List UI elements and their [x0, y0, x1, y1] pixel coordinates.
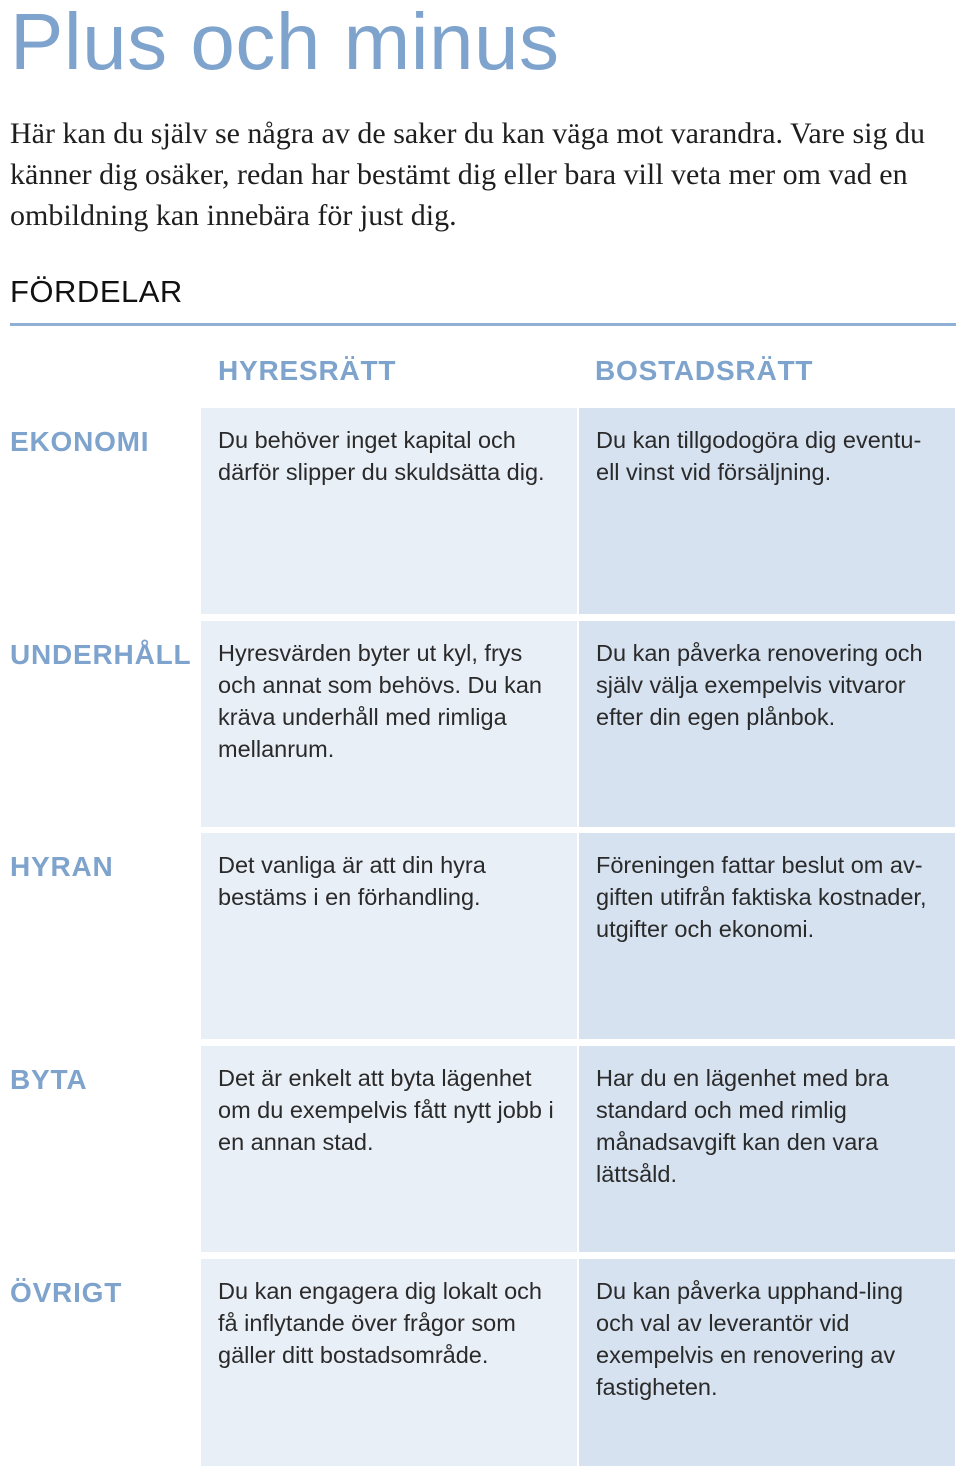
row-label-underhall: UNDERHÅLL [10, 639, 192, 670]
cell-underhall-hyresratt: Hyresvärden byter ut kyl, frys och annat som behövs. Du kan kräva underhåll med rimliga mellanrum. [201, 621, 577, 827]
cell-ekonomi-hyresratt: Du behöver inget kapital och därför slipper du skuldsätta dig. [201, 408, 577, 614]
row-label-ekonomi: EKONOMI [10, 426, 150, 457]
cell-underhall-bostadsratt: Du kan påverka renovering och själv välja exempelvis vitvaror efter din egen plånbok. [579, 621, 955, 827]
cell-byta-bostadsratt: Har du en lägenhet med bra standard och med rimlig månadsavgift kan den vara lättsåld. [579, 1046, 955, 1252]
section-divider [10, 323, 956, 326]
page-title: Plus och minus [10, 0, 560, 86]
cell-ekonomi-bostadsratt: Du kan tillgodogöra dig eventu-ell vinst vid försäljning. [579, 408, 955, 614]
cell-hyran-hyresratt: Det vanliga är att din hyra bestäms i en förhandling. [201, 833, 577, 1039]
row-label-byta: BYTA [10, 1064, 88, 1095]
intro-paragraph: Här kan du själv se några av de saker du kan väga mot varandra. Vare sig du känner dig osäker, redan har bestämt dig eller bara vill veta mer om vad en ombildning kan innebära för just dig. [10, 117, 925, 232]
section-heading: FÖRDELAR [10, 274, 183, 309]
cell-hyran-bostadsratt: Föreningen fattar beslut om av-giften utifrån faktiska kostnader, utgifter och ekonomi. [579, 833, 955, 1039]
cell-byta-hyresratt: Det är enkelt att byta lägenhet om du exempelvis fått nytt jobb i en annan stad. [201, 1046, 577, 1252]
row-label-hyran: HYRAN [10, 851, 114, 882]
cell-ovrigt-bostadsratt: Du kan påverka upphand-ling och val av leverantör vid exempelvis en renovering av fastigheten. [579, 1259, 955, 1466]
column-header-bostadsratt: BOSTADSRÄTT [595, 355, 814, 386]
row-label-ovrigt: ÖVRIGT [10, 1277, 123, 1308]
column-header-hyresratt: HYRESRÄTT [218, 355, 397, 386]
cell-ovrigt-hyresratt: Du kan engagera dig lokalt och få inflytande över frågor som gäller ditt bostadsområde. [201, 1259, 577, 1466]
